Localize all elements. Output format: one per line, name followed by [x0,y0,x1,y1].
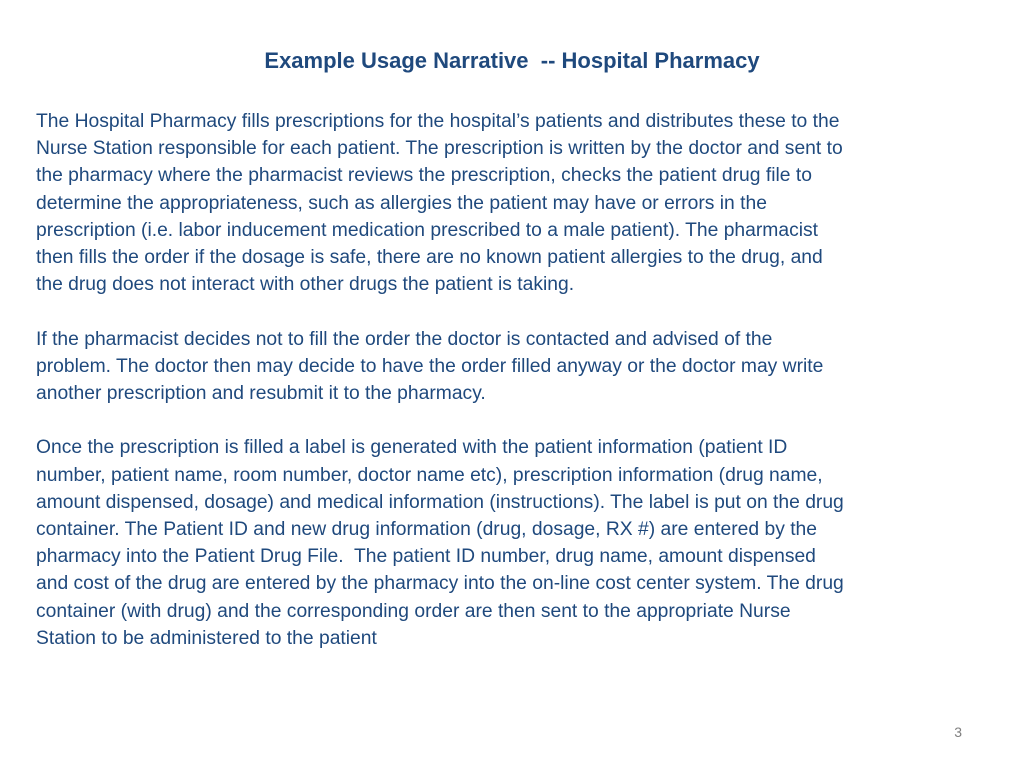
text-line: pharmacy into the Patient Drug File. The patient ID number, drug name, amount dispensed [36,546,816,568]
narrative-paragraph-1 [36,108,996,298]
text-line: and cost of the drug are entered by the pharmacy into the on-line cost center system. The drug [36,573,844,595]
text-line: the pharmacy where the pharmacist reviews the prescription, checks the patient drug file to [36,165,812,187]
text-line: container (with drug) and the corresponding order are then sent to the appropriate Nurse [36,600,791,622]
text-line: determine the appropriateness, such as allergies the patient may have or errors in the [36,192,767,214]
narrative-paragraph-3 [36,434,996,652]
text-line: The Hospital Pharmacy fills prescriptions for the hospital’s patients and distributes these to the [36,111,840,132]
text-line: Station to be administered to the patient [36,627,377,649]
text-line: prescription (i.e. labor inducement medication prescribed to a male patient). The pharmacist [36,219,818,241]
text-line: amount dispensed, dosage) and medical information (instructions). The label is put on the drug [36,491,844,513]
slide-title: Example Usage Narrative -- Hospital Pharmacy [264,48,760,73]
narrative-paragraph-2 [36,326,996,408]
text-line: problem. The doctor then may decide to have the order filled anyway or the doctor may write [36,355,824,377]
text-line: If the pharmacist decides not to fill the order the doctor is contacted and advised of the [36,328,773,350]
text-line: then fills the order if the dosage is safe, there are no known patient allergies to the drug, and [36,247,823,269]
narrative-body [36,108,996,679]
text-line: number, patient name, room number, doctor name etc), prescription information (drug name, [36,464,823,486]
text-line: Nurse Station responsible for each patient. The prescription is written by the doctor and sent to [36,138,843,160]
text-line: another prescription and resubmit it to the pharmacy. [36,383,486,405]
text-line: container. The Patient ID and new drug information (drug, dosage, RX #) are entered by the [36,519,818,541]
text-line: Once the prescription is filled a label is generated with the patient information (patient ID [36,437,788,459]
page-number: 3 [954,724,962,740]
text-line: the drug does not interact with other drugs the patient is taking. [36,274,575,296]
